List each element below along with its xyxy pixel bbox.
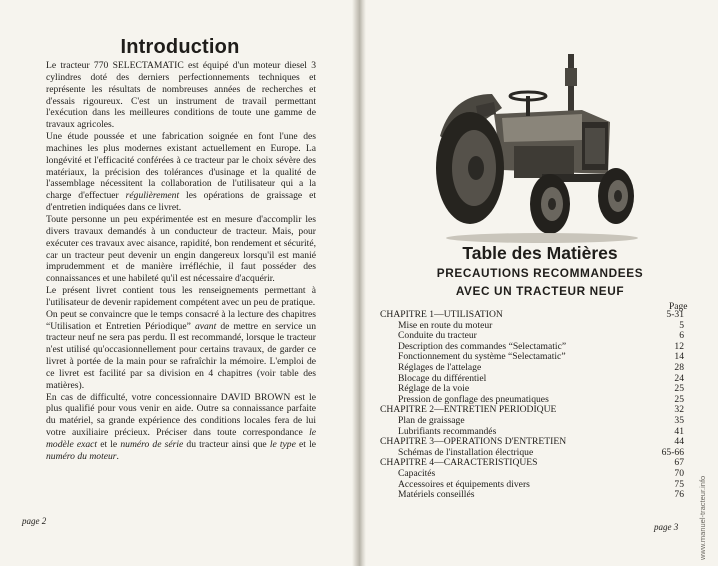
page-column-header: Page bbox=[669, 302, 688, 312]
table-of-contents bbox=[376, 310, 686, 501]
toc-chapter-row bbox=[376, 310, 686, 321]
toc-entry-label: Matériels conseillés bbox=[398, 489, 475, 501]
toc-entry-page: 67 bbox=[674, 457, 684, 469]
intro-paragraph bbox=[46, 392, 316, 463]
toc-entry-label: Blocage du différentiel bbox=[398, 372, 487, 384]
intro-italic-text: numéro de série bbox=[120, 439, 184, 450]
toc-section-row bbox=[376, 363, 686, 374]
introduction-text bbox=[46, 60, 316, 463]
intro-text-run: Le présent livret contient tous les renseignements permettant à l'utilisateur de devenir rapidement compétent avec un peu de pratique. bbox=[46, 285, 316, 308]
toc-entry-label: Lubrifiants recommandés bbox=[398, 425, 497, 437]
intro-paragraph bbox=[46, 214, 316, 285]
toc-entry-label: Réglage de la voie bbox=[398, 383, 470, 395]
intro-text-run: de mettre en service un tracteur neuf ne sera pas perdu. Il est recommandé, lorsque le tracteur n'est utilisé qu'occasionnellement pour certains travaux, de garder ce livret à portée de la main pour se rafraîchir la mémoire. L'emploi de ce livret est facilité par sa division en 4 chapitres (voir table des matières). bbox=[46, 320, 316, 391]
toc-entry-page: 41 bbox=[674, 425, 684, 437]
toc-entry-page: 70 bbox=[674, 467, 684, 479]
intro-italic-text: régulièrement bbox=[125, 190, 180, 202]
precautions-heading-line2: AVEC UN TRACTEUR NEUF bbox=[455, 284, 625, 298]
toc-entry-label: Conduite du tracteur bbox=[398, 330, 477, 342]
intro-text-run: On peut se convaincre que le temps consacré à la lecture des chapitres “Utilisation et Entretien Périodique” bbox=[46, 308, 316, 332]
table-of-contents-title: Table des Matières bbox=[462, 243, 618, 263]
toc-entry-label: Plan de graissage bbox=[398, 414, 465, 426]
intro-paragraph bbox=[46, 60, 316, 131]
intro-text-run: . bbox=[116, 450, 119, 462]
toc-section-row bbox=[376, 490, 686, 501]
toc-entry-label: Accessoires et équipements divers bbox=[398, 478, 530, 490]
tractor-illustration bbox=[432, 48, 644, 244]
intro-text-run: les opérations de graissage et d'entretien indiquées dans ce livret. bbox=[46, 190, 316, 214]
toc-entry-page: 25 bbox=[674, 393, 684, 405]
toc-section-row bbox=[376, 416, 686, 427]
toc-entry-label: Mise en route du moteur bbox=[398, 319, 493, 331]
toc-entry-label: CHAPITRE 3—OPERATIONS D'ENTRETIEN bbox=[380, 436, 567, 448]
page-number-left: page 2 bbox=[22, 516, 47, 526]
toc-section-row bbox=[376, 469, 686, 480]
intro-paragraph bbox=[46, 131, 316, 214]
introduction-title: Introduction bbox=[120, 36, 240, 58]
toc-entry-page: 14 bbox=[674, 351, 684, 363]
toc-entry-page: 75 bbox=[674, 478, 684, 490]
intro-italic-text: avant bbox=[194, 320, 217, 332]
intro-text-run: En cas de difficulté, votre concessionnaire DAVID BROWN est le plus qualifié pour vous venir en aide. Outre sa connaissance parfaite du matériel, sa grande expérience des conditions locales fera de lui votre auxiliaire précieux. Préciser dans toute correspondance bbox=[46, 391, 316, 439]
page-number-right: page 3 bbox=[654, 522, 679, 532]
intro-text-run: et le bbox=[295, 439, 316, 450]
toc-entry-page: 76 bbox=[674, 489, 684, 501]
intro-italic-text: le modèle exact bbox=[46, 427, 316, 450]
intro-text-run: Une étude poussée et une fabrication soignée en font l'une des machines les plus modernes existant actuellement en Europe. La longévité et l'efficacité conférées à ce tracteur par le choix sévère des matériaux, la précision des tolérances d'usinage et la qualité de l'assemblage nécessitent la collaboration de l'utilisateur qui a la charge d'effectuer bbox=[46, 131, 316, 202]
toc-entry-label: Pression de gonflage des pneumatiques bbox=[398, 393, 549, 405]
intro-italic-text: numéro du moteur bbox=[46, 450, 117, 462]
watermark-url: www.manuel-tracteur.info bbox=[698, 475, 707, 560]
intro-text-run: du tracteur ainsi que bbox=[183, 439, 270, 450]
intro-text-run: Le tracteur 770 SELECTAMATIC est équipé d'un moteur diesel 3 cylindres doté des derniers perfectionnements techniques et représente les résultats de nombreuses années de recherches et d'essais rigoureux. C'est un instrument de travail permettant l'exécution dans les meilleures conditions de toute une gamme de travaux agricoles. bbox=[46, 60, 316, 131]
toc-entry-page: 32 bbox=[674, 404, 684, 416]
intro-text-run: Toute personne un peu expérimentée est en mesure d'accomplir les divers travaux demandés à un conducteur de tracteur. Mais, pour exécuter ces travaux avec aisance, rapidité, bon rendement et sécurité, car un tracteur peut devenir un engin dangereux lorsqu'il est manié imprudemment et de manière irréfléchie, il faut posséder des connaissances et une habileté qu'il est nécessaire d'acquérir. bbox=[46, 213, 316, 285]
toc-entry-label: Schémas de l'installation électrique bbox=[398, 446, 534, 458]
intro-paragraph bbox=[46, 285, 316, 309]
intro-paragraph bbox=[46, 309, 316, 392]
toc-entry-label: CHAPITRE 4—CARACTERISTIQUES bbox=[380, 457, 538, 469]
precautions-heading-line1: PRECAUTIONS RECOMMANDEES bbox=[436, 266, 644, 280]
toc-entry-label: Capacités bbox=[398, 467, 436, 479]
toc-entry-label: CHAPITRE 1—UTILISATION bbox=[380, 309, 503, 320]
toc-entry-label: Réglages de l'attelage bbox=[398, 361, 482, 373]
toc-entry-label: CHAPITRE 2—ENTRETIEN PERIODIQUE bbox=[380, 404, 557, 416]
toc-entry-label: Fonctionnement du système “Selectamatic” bbox=[398, 351, 566, 363]
intro-italic-text: le type bbox=[269, 439, 296, 450]
toc-entry-page: 35 bbox=[674, 414, 684, 426]
toc-entry-page: 5-31 bbox=[666, 309, 684, 320]
toc-entry-page: 12 bbox=[674, 340, 684, 352]
book-gutter bbox=[352, 0, 366, 566]
toc-entry-page: 24 bbox=[674, 372, 684, 384]
toc-entry-page: 28 bbox=[674, 361, 684, 373]
toc-entry-page: 65-66 bbox=[661, 446, 684, 458]
toc-entry-page: 44 bbox=[674, 436, 684, 448]
intro-text-run: et le bbox=[97, 439, 121, 450]
toc-entry-page: 25 bbox=[674, 383, 684, 395]
toc-entry-page: 5 bbox=[679, 319, 684, 331]
toc-entry-page: 6 bbox=[679, 330, 684, 342]
toc-entry-label: Description des commandes “Selectamatic” bbox=[398, 340, 567, 352]
